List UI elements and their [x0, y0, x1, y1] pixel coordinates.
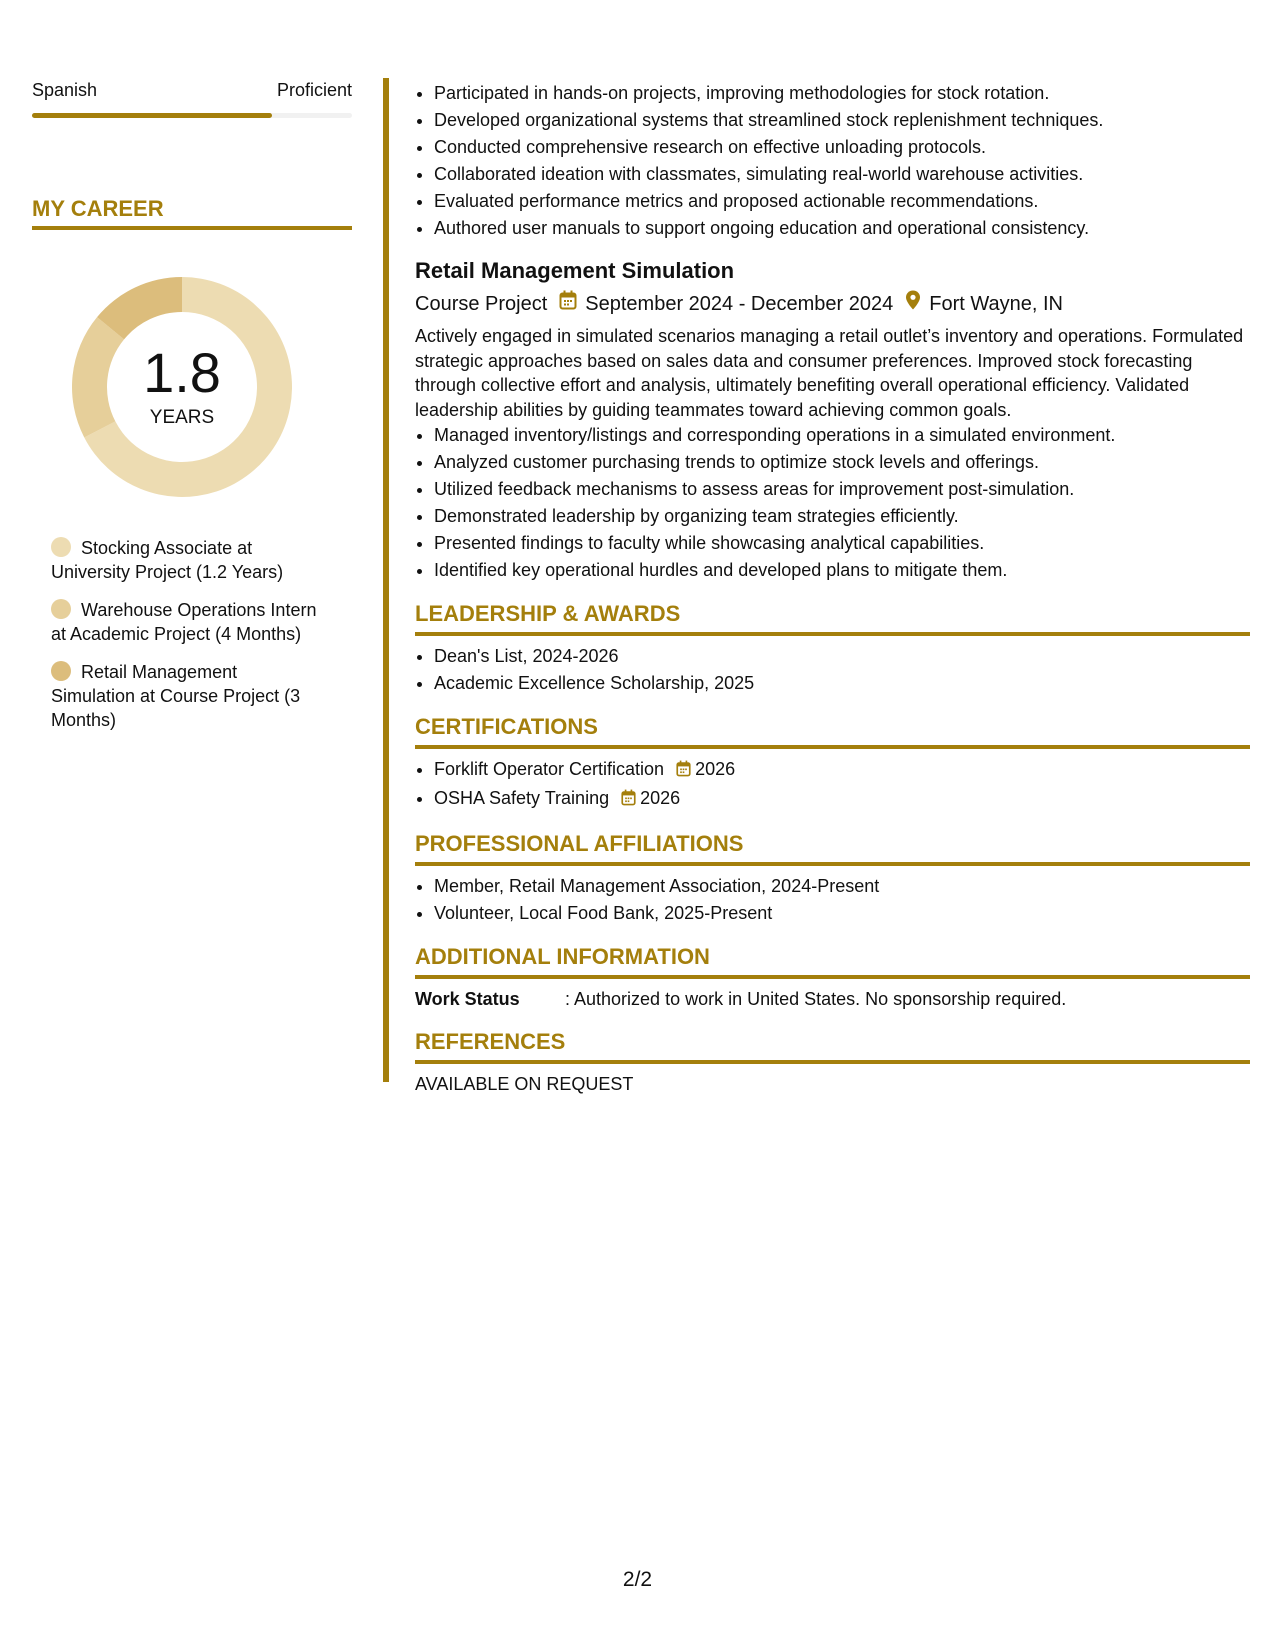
legend-dot	[51, 599, 71, 619]
list-item: • Identified key operational hurdles and developed plans to mitigate them.	[434, 557, 1250, 584]
list-item: • Demonstrated leadership by organizing team strategies efficiently.	[434, 503, 1250, 530]
career-legend	[51, 536, 321, 732]
list-item: • Collaborated ideation with classmates, simulating real-world warehouse activities.	[434, 161, 1250, 188]
career-donut-chart	[67, 272, 297, 502]
certifications-heading: CERTIFICATIONS	[415, 713, 1250, 749]
career-total-unit: YEARS	[149, 407, 215, 428]
list-item	[434, 756, 1250, 785]
left-column	[32, 80, 352, 746]
project-location: Fort Wayne, IN	[929, 293, 1063, 315]
list-item: • Academic Excellence Scholarship, 2025	[434, 670, 1250, 697]
legend-label: Warehouse Operations Intern at Academic Project (4 Months)	[51, 600, 317, 644]
language-level-bar	[32, 113, 352, 118]
language-level-fill	[32, 113, 272, 118]
list-item	[434, 785, 1250, 814]
additional-info-heading: ADDITIONAL INFORMATION	[415, 943, 1250, 979]
legend-label: Retail Management Simulation at Course Project (3 Months)	[51, 662, 301, 730]
donut-center	[67, 272, 297, 502]
list-item: • Member, Retail Management Association, 2024-Present	[434, 873, 1250, 900]
certification-name: OSHA Safety Training	[434, 788, 610, 808]
list-item: • Evaluated performance metrics and proposed actionable recommendations.	[434, 188, 1250, 215]
project-meta	[415, 289, 1250, 319]
work-status-label: Work Status	[415, 989, 520, 1009]
list-item: • Managed inventory/listings and corresponding operations in a simulated environment.	[434, 422, 1250, 449]
legend-item	[51, 660, 321, 732]
work-status-value: : Authorized to work in United States. No sponsorship required.	[565, 989, 1067, 1009]
calendar-icon	[676, 758, 691, 785]
list-item: • Utilized feedback mechanisms to assess areas for improvement post-simulation.	[434, 476, 1250, 503]
references-text: AVAILABLE ON REQUEST	[415, 1074, 634, 1094]
career-total-value: 1.8	[143, 341, 221, 404]
project-dates: September 2024 - December 2024	[585, 293, 894, 315]
list-item: • Analyzed customer purchasing trends to optimize stock levels and offerings.	[434, 449, 1250, 476]
certification-year: 2026	[640, 788, 681, 808]
affiliations-list	[415, 873, 1250, 927]
list-item: • Volunteer, Local Food Bank, 2025-Present	[434, 900, 1250, 927]
language-level: Proficient	[276, 80, 352, 100]
project-title: Retail Management Simulation	[415, 258, 735, 283]
project-org: Course Project	[415, 293, 548, 315]
references-heading: REFERENCES	[415, 1028, 1250, 1064]
experience-bullet-list	[415, 80, 1250, 242]
list-item: • Conducted comprehensive research on effective unloading protocols.	[434, 134, 1250, 161]
certification-year: 2026	[695, 759, 736, 779]
leadership-list	[415, 643, 1250, 697]
list-item: • Dean's List, 2024-2026	[434, 643, 1250, 670]
legend-dot	[51, 537, 71, 557]
work-status-row	[415, 986, 1250, 1012]
page-number: 2/2	[622, 1568, 653, 1591]
language-name: Spanish	[32, 80, 98, 100]
right-column	[415, 80, 1250, 1097]
affiliations-heading: PROFESSIONAL AFFILIATIONS	[415, 830, 1250, 866]
legend-item	[51, 536, 321, 584]
legend-dot	[51, 661, 71, 681]
list-item: • Participated in hands-on projects, improving methodologies for stock rotation.	[434, 80, 1250, 107]
language-row	[32, 80, 352, 101]
list-item: • Presented findings to faculty while showcasing analytical capabilities.	[434, 530, 1250, 557]
location-pin-icon	[905, 289, 921, 319]
certification-name: Forklift Operator Certification	[434, 759, 665, 779]
leadership-heading: LEADERSHIP & AWARDS	[415, 600, 1250, 636]
career-heading: MY CAREER	[32, 196, 352, 230]
calendar-icon	[559, 289, 577, 319]
project-bullet-list	[415, 422, 1250, 584]
legend-item	[51, 598, 321, 646]
list-item: • Authored user manuals to support ongoing education and operational consistency.	[434, 215, 1250, 242]
calendar-icon	[621, 787, 636, 814]
certifications-list	[415, 756, 1250, 814]
project-description: Actively engaged in simulated scenarios managing a retail outlet’s inventory and operations. Formulated strategic approaches based on sales data and consumer preferences. Improved stock forecasting through collective effort and analysis, ultimately benefiting overall operational efficiency. Validated leadership abilities by guiding teammates toward achieving common goals.	[415, 326, 1244, 420]
legend-label: Stocking Associate at University Project (1.2 Years)	[51, 538, 284, 582]
list-item: • Developed organizational systems that streamlined stock replenishment techniques.	[434, 107, 1250, 134]
column-divider	[383, 78, 389, 1082]
